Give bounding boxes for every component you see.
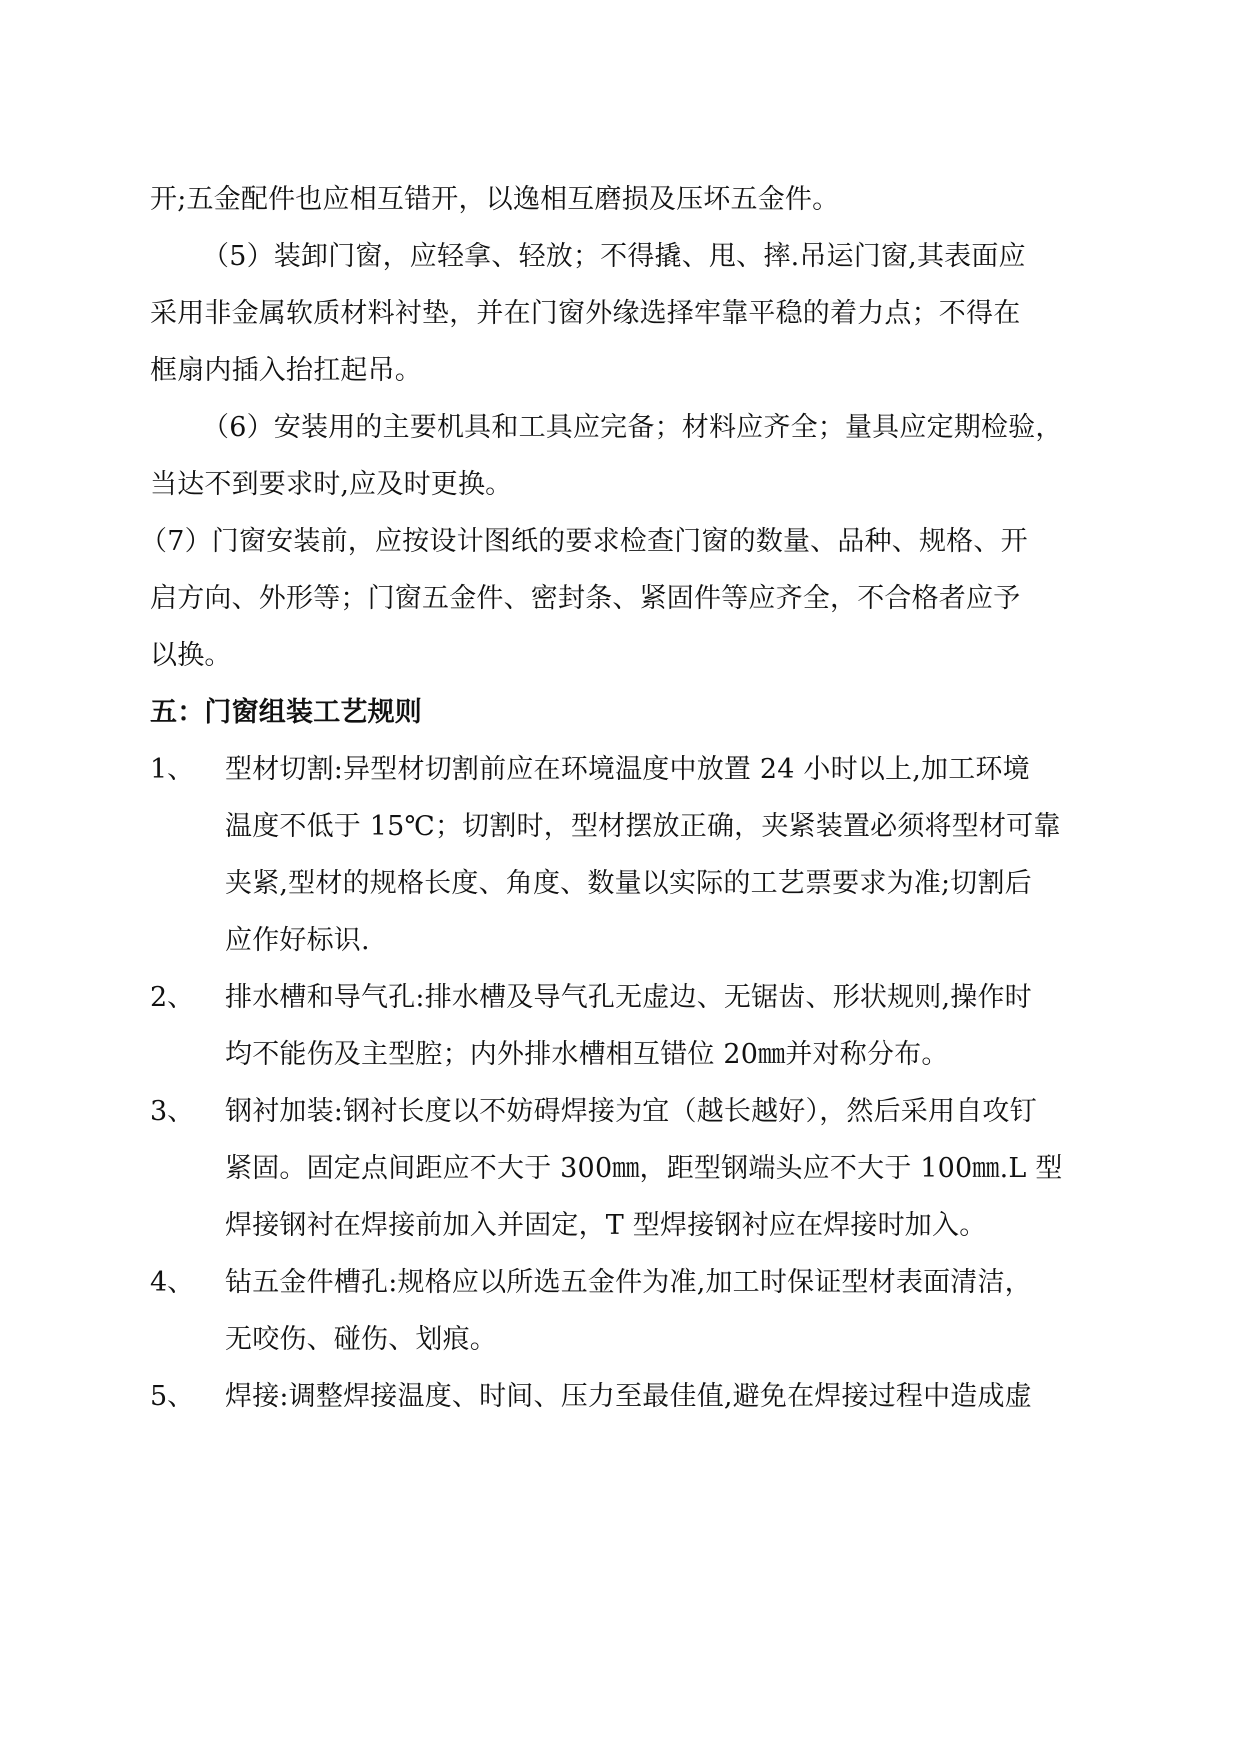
list-item-number: 5、 xyxy=(150,1381,195,1412)
paragraph-line: 采用非金属软质材料衬垫，并在门窗外缘选择牢靠平稳的着力点；不得在 xyxy=(150,298,1021,329)
paragraph-line: （5）装卸门窗，应轻拿、轻放；不得撬、甩、摔.吊运门窗,其表面应 xyxy=(202,241,1026,272)
list-item-line: 排水槽和导气孔:排水槽及导气孔无虚边、无锯齿、形状规则,操作时 xyxy=(225,982,1032,1013)
list-item-number: 1、 xyxy=(150,754,195,785)
list-item-line: 钢衬加装:钢衬长度以不妨碍焊接为宜（越长越好），然后采用自攻钉 xyxy=(225,1096,1037,1127)
paragraph-line: 当达不到要求时,应及时更换。 xyxy=(150,469,513,500)
list-item-line: 焊接钢衬在焊接前加入并固定，T 型焊接钢衬应在焊接时加入。 xyxy=(225,1210,987,1241)
list-item-line: 应作好标识. xyxy=(225,925,370,956)
list-item-number: 4、 xyxy=(150,1267,195,1298)
paragraph-line: 开;五金配件也应相互错开，以逸相互磨损及压坏五金件。 xyxy=(150,184,840,215)
list-item-line: 紧固。固定点间距应不大于 300㎜，距型钢端头应不大于 100㎜.L 型 xyxy=(225,1153,1063,1184)
paragraph-line: 以换。 xyxy=(150,640,232,671)
list-item-line: 温度不低于 15℃；切割时，型材摆放正确，夹紧装置必须将型材可靠 xyxy=(225,811,1061,842)
list-item-line: 钻五金件槽孔:规格应以所选五金件为准,加工时保证型材表面清洁， xyxy=(225,1267,1032,1298)
list-item-line: 型材切割:异型材切割前应在环境温度中放置 24 小时以上,加工环境 xyxy=(225,754,1030,785)
list-item-number: 3、 xyxy=(150,1096,195,1127)
section-heading: 五：门窗组装工艺规则 xyxy=(150,697,422,728)
list-item-line: 夹紧,型材的规格长度、角度、数量以实际的工艺票要求为准;切割后 xyxy=(225,868,1032,899)
paragraph-line: （6）安装用的主要机具和工具应完备；材料应齐全；量具应定期检验， xyxy=(202,412,1063,443)
list-item-line: 均不能伤及主型腔；内外排水槽相互错位 20㎜并对称分布。 xyxy=(225,1039,949,1070)
list-item-number: 2、 xyxy=(150,982,195,1013)
list-item-line: 焊接:调整焊接温度、时间、压力至最佳值,避免在焊接过程中造成虚 xyxy=(225,1381,1032,1412)
paragraph-line: 框扇内插入抬扛起吊。 xyxy=(150,355,422,386)
paragraph-line: 启方向、外形等；门窗五金件、密封条、紧固件等应齐全，不合格者应予 xyxy=(150,583,1021,614)
paragraph-line: （7）门窗安装前，应按设计图纸的要求检查门窗的数量、品种、规格、开 xyxy=(140,526,1028,557)
list-item-line: 无咬伤、碰伤、划痕。 xyxy=(225,1324,497,1355)
